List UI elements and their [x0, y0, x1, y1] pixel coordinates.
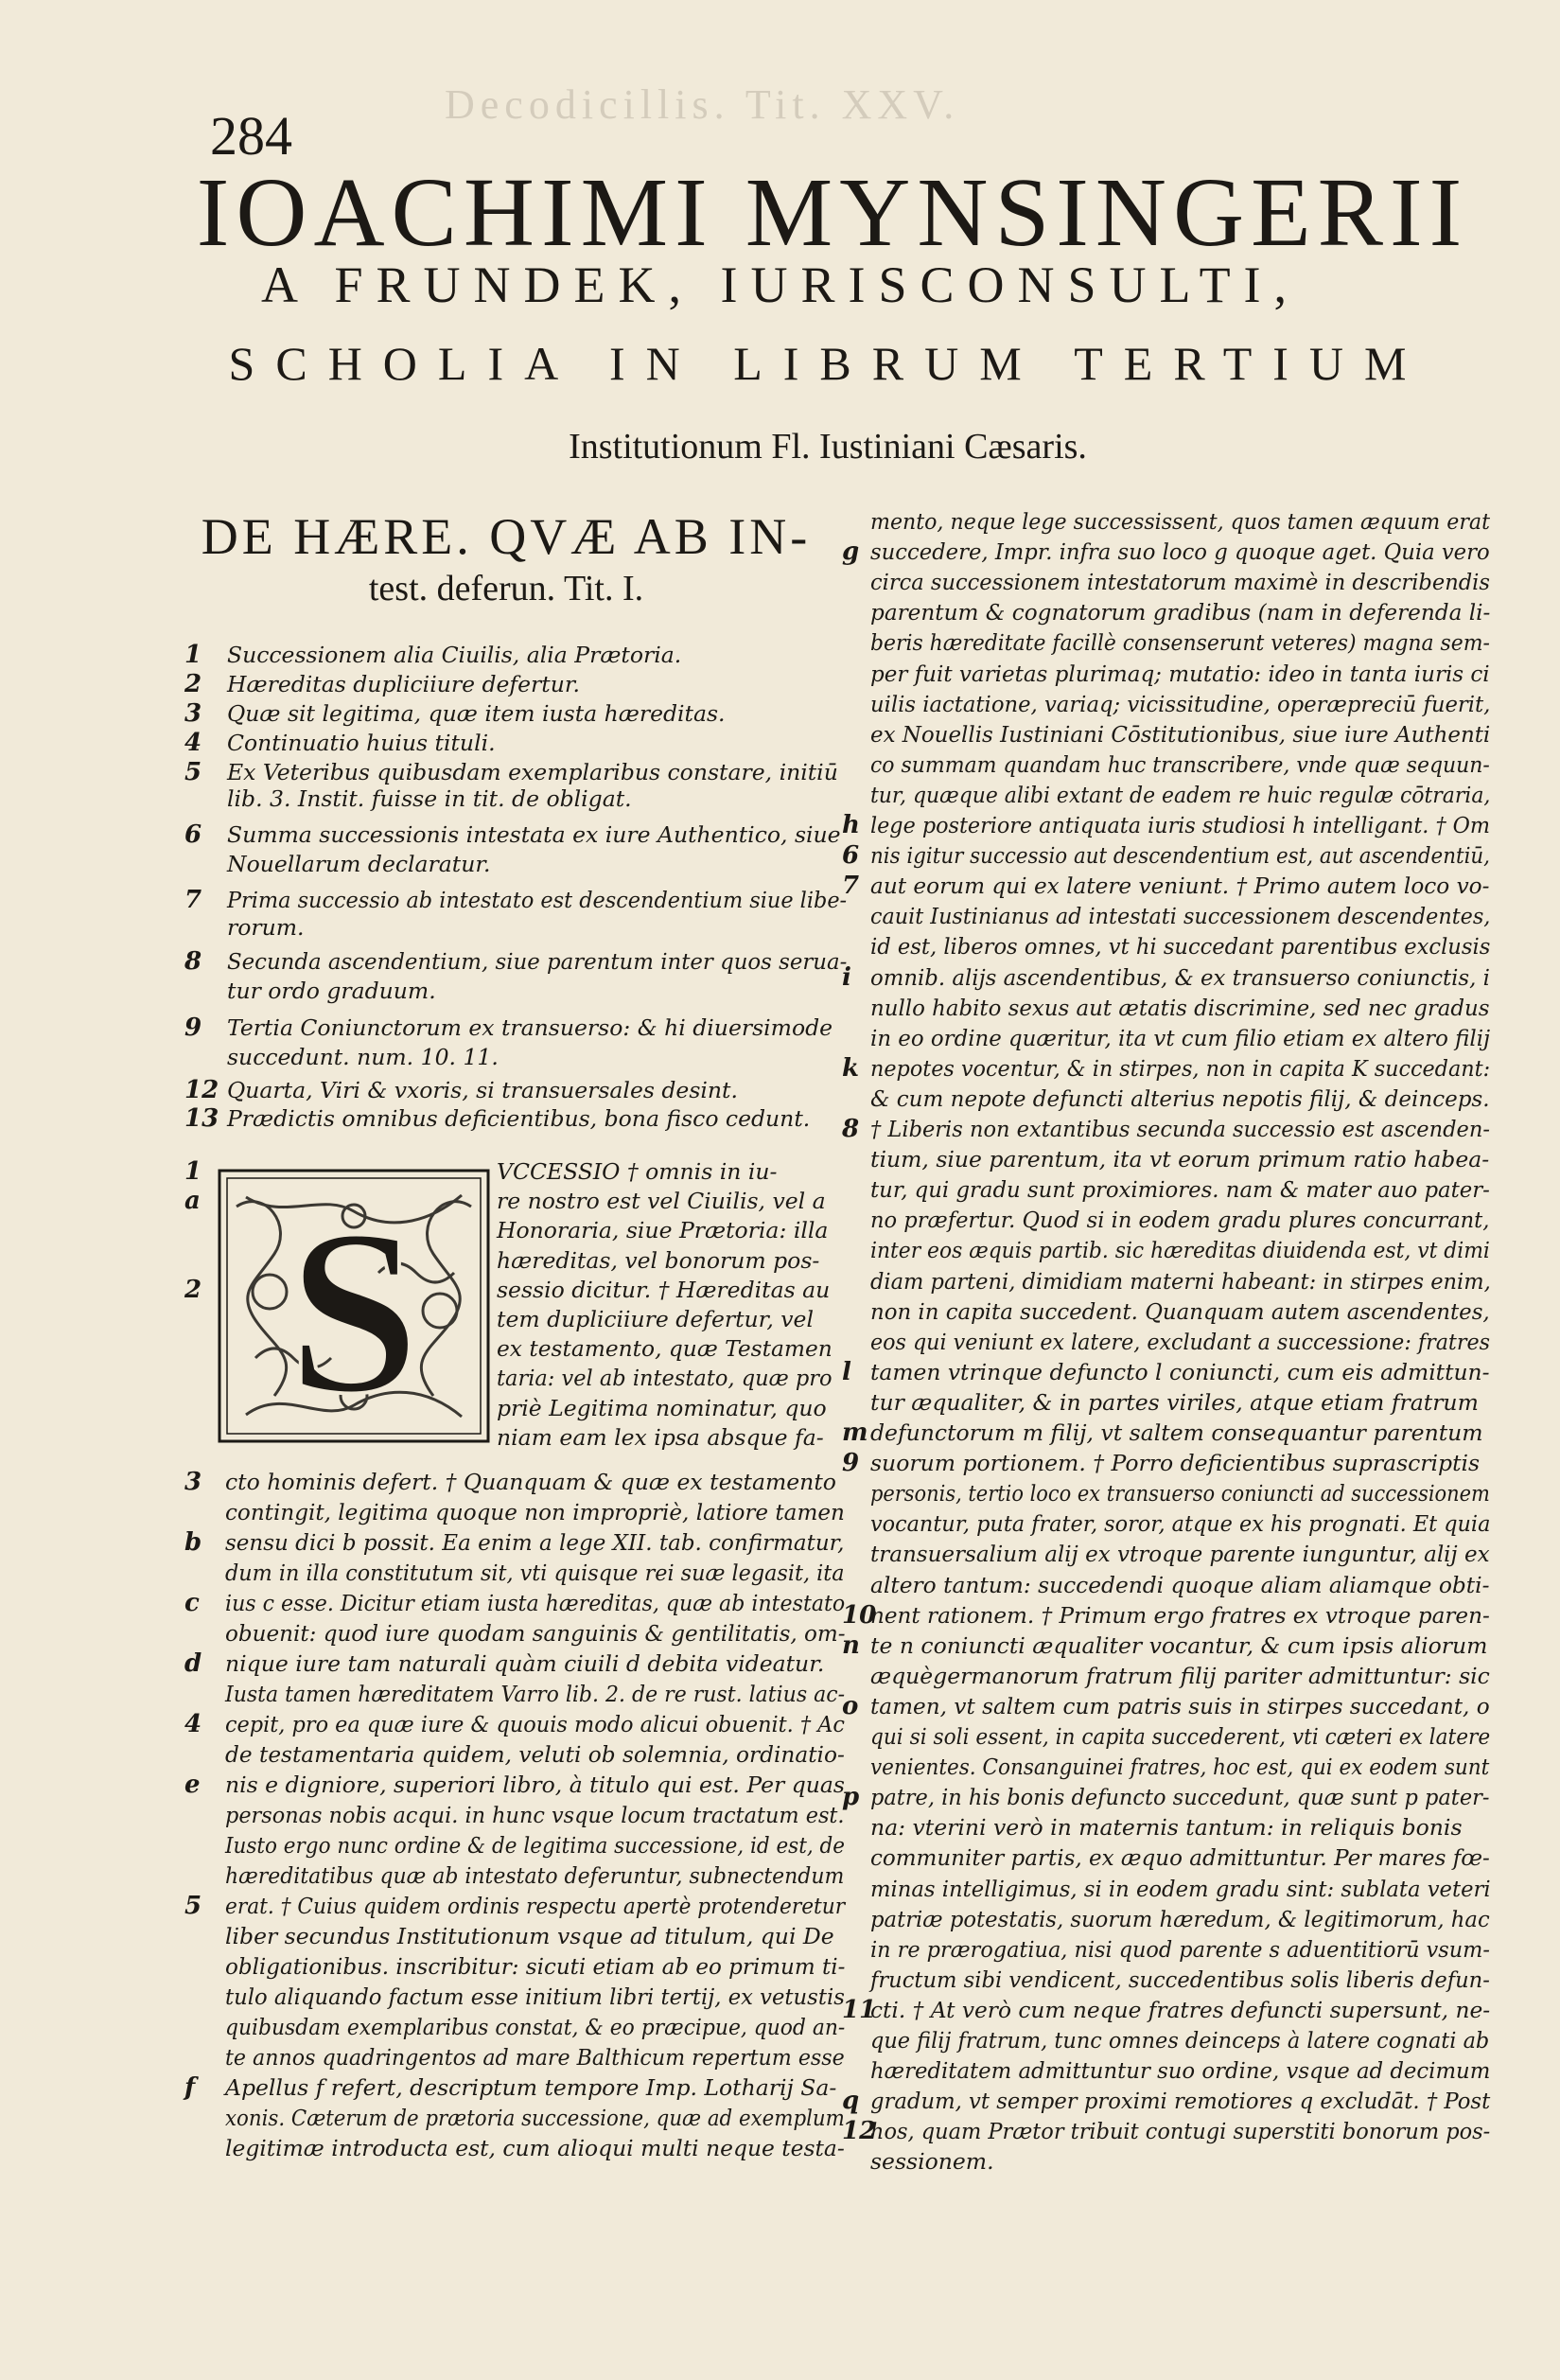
text-line: defunctorum m filij, vt saltem consequantur parentum	[870, 1419, 1483, 1446]
text-line: non in capita succedent. Quanquam autem ascendentes,	[870, 1297, 1490, 1325]
text-line: vocantur, puta frater, soror, atque ex his prognati. Et quia	[870, 1510, 1491, 1538]
text-line: co summam quandam huc transcribere, vnde quæ sequun-	[870, 750, 1490, 778]
text-line: priè Legitima nominatur, quo	[497, 1394, 827, 1421]
text-line: beris hæreditate facillè consenserunt veteres) magna sem-	[870, 629, 1490, 657]
text-line: no præfertur. Quod si in eodem gradu plures concurrant,	[870, 1207, 1490, 1234]
text-line: communiter partis, ex æquo admittuntur. Per mares fœ-	[870, 1844, 1490, 1872]
text-line: tem dupliciiure defertur, vel	[497, 1306, 814, 1332]
text-line: nis e digniore, superiori libro, à titulo qui est. Per quas	[225, 1772, 845, 1798]
text-line: per fuit varietas plurimaq; mutatio: ideo in tanta iuris ci	[870, 660, 1490, 687]
margin-marker: 2	[184, 1275, 202, 1304]
margin-marker: 6	[842, 841, 860, 871]
text-line: circa successionem intestatorum maximè in describendis	[870, 569, 1490, 596]
text-line: aut eorum qui ex latere veniunt. † Primo autem loco vo-	[870, 873, 1490, 900]
text-line: personis, tertio loco ex transuerso coniuncti ad successionem	[870, 1480, 1490, 1507]
margin-marker: e	[184, 1771, 201, 1799]
text-line: personas nobis acqui. in hunc vsque locum tractatum est.	[225, 1802, 845, 1828]
margin-marker: 12	[184, 1076, 219, 1104]
title-scholia: SCHOLIA IN LIBRUM TERTIUM	[228, 337, 1428, 390]
text-line: in re prærogatiua, nisi quod parente s aduentitiorū vsum-	[870, 1935, 1490, 1963]
text-line: ex Nouellis Iustiniani Cōstitutionibus, siue iure Authenti	[870, 720, 1491, 748]
text-line: tamen vtrinque defuncto l coniuncti, cum eis admittun-	[870, 1358, 1490, 1385]
margin-marker: 12	[842, 2117, 877, 2146]
margin-marker: l	[842, 1357, 851, 1386]
text-line: hæreditatibus quæ ab intestato deferuntur, subnectendum	[225, 1862, 845, 1889]
text-line: gradum, vt semper proximi remotiores q excludāt. † Post	[870, 2088, 1491, 2115]
margin-marker: i	[842, 962, 851, 992]
bleed-through-text: Decodicillis. Tit. XXV.	[445, 81, 960, 128]
margin-marker: 9	[184, 1014, 202, 1042]
margin-marker: 8	[842, 1115, 860, 1143]
text-line: nent rationem. † Primum ergo fratres ex vtroque paren-	[870, 1601, 1490, 1629]
text-line: succedere, Impr. infra suo loco g quoque aget. Quia vero	[870, 538, 1490, 566]
text-line: Continuatio huius tituli.	[227, 730, 496, 756]
margin-marker: 4	[184, 1710, 202, 1738]
text-line: Iusta tamen hæreditatem Varro lib. 2. de re rust. latius ac-	[225, 1681, 846, 1707]
text-line: re nostro est vel Ciuilis, vel a	[497, 1188, 826, 1215]
margin-marker: 7	[184, 886, 202, 914]
text-line: uilis iactatione, variaq; vicissitudine, operæpreciū fuerit,	[870, 690, 1491, 717]
section-heading	[180, 508, 833, 612]
margin-marker: 7	[842, 872, 860, 901]
text-line: obuenit: quod iure quodam sanguinis & gentilitatis, om-	[225, 1620, 846, 1647]
margin-marker: d	[184, 1649, 202, 1678]
text-line: Ex Veteribus quibusdam exemplaribus constare, initiū	[227, 759, 838, 785]
text-line: obligationibus. inscribitur: sicuti etiam ab eo primum ti-	[225, 1953, 846, 1980]
text-line: Quæ sit legitima, quæ item iusta hæreditas.	[227, 700, 726, 727]
text-line: qui si soli essent, in capita succederent, vti cæteri ex latere	[870, 1723, 1491, 1750]
margin-marker: 5	[184, 1892, 202, 1920]
text-line: cauit Iustinianus ad intestati successionem descendentes,	[870, 903, 1491, 930]
text-line: in eo ordine quæritur, ita vt cum filio etiam ex altero filij	[870, 1024, 1491, 1051]
text-line: Secunda ascendentium, siue parentum inter quos serua-	[227, 948, 848, 975]
text-line: † Liberis non extantibus secunda successio est ascenden-	[870, 1116, 1490, 1142]
page-number: 284	[210, 105, 292, 167]
margin-marker: 9	[842, 1449, 860, 1478]
margin-marker: n	[842, 1631, 860, 1660]
margin-marker: q	[842, 2087, 860, 2116]
margin-marker: c	[184, 1589, 200, 1617]
margin-marker: 1	[184, 641, 202, 669]
text-line: tur ordo graduum.	[227, 978, 436, 1004]
text-line: mento, neque lege successissent, quos tamen æquum erat	[870, 508, 1490, 535]
margin-marker: 10	[842, 1600, 877, 1630]
text-line: na: vterini verò in maternis tantum: in reliquis bonis	[870, 1814, 1463, 1842]
text-line: Prædictis omnibus deficientibus, bona fisco cedunt.	[227, 1105, 811, 1132]
text-line: parentum & cognatorum gradibus (nam in deferenda li-	[870, 599, 1491, 626]
margin-marker: 6	[184, 820, 202, 849]
text-line: hæreditas, vel bonorum pos-	[497, 1246, 820, 1274]
margin-marker: 5	[184, 758, 202, 786]
text-line: nique iure tam naturali quàm ciuili d debita videatur.	[225, 1650, 825, 1677]
text-line: tur, qui gradu sunt proximiores. nam & mater auo pater-	[870, 1176, 1490, 1204]
text-line: inter eos æquis partib. sic hæreditas diuidenda est, vt dimi	[870, 1237, 1490, 1264]
text-line: ex testamento, quæ Testamen	[497, 1335, 833, 1363]
text-line: id est, liberos omnes, vt hi succedant parentibus exclusis	[870, 933, 1491, 961]
margin-marker: b	[184, 1528, 202, 1557]
text-line: VCCESSIO † omnis in iu-	[497, 1158, 778, 1185]
text-line: erat. † Cuius quidem ordinis respectu apertè protenderetur	[225, 1893, 846, 1919]
text-line: minas intelligimus, si in eodem gradu sint: sublata veteri	[870, 1875, 1491, 1902]
text-line: & cum nepote defuncti alterius nepotis filij, & deinceps.	[870, 1084, 1490, 1112]
text-line: patre, in his bonis defuncto succedunt, quæ sunt p pater-	[870, 1784, 1490, 1811]
text-line: nis igitur successio aut descendentium est, aut ascendentiū,	[870, 842, 1490, 870]
margin-marker: h	[842, 811, 860, 839]
text-line: tur æqualiter, & in partes viriles, atque etiam fratrum	[870, 1388, 1479, 1416]
margin-marker: 11	[842, 1995, 877, 2024]
text-line: xonis. Cæterum de prætoria successione, quæ ad exemplum	[225, 2105, 845, 2131]
margin-marker: a	[184, 1187, 201, 1216]
text-line: cti. † At verò cum neque fratres defuncti supersunt, ne-	[870, 1996, 1491, 2023]
dropcap-letter: S	[288, 1181, 420, 1443]
text-line: de testamentaria quidem, veluti ob solemnia, ordinatio-	[225, 1741, 845, 1768]
margin-marker: g	[842, 538, 860, 567]
section-heading-line2: test. deferun. Tit. I.	[368, 569, 644, 608]
text-line: sessio dicitur. † Hæreditas au	[497, 1276, 831, 1303]
margin-marker: 2	[184, 670, 202, 698]
margin-marker: p	[842, 1783, 860, 1812]
margin-marker: k	[842, 1053, 860, 1083]
ornamental-initial	[218, 1169, 490, 1443]
text-line: Hæreditas dupliciiure defertur.	[227, 671, 580, 697]
title-subtitle: A FRUNDEK, IURISCONSULTI,	[260, 256, 1301, 313]
text-line: eos qui veniunt ex latere, excludant a successione: fratres	[870, 1328, 1491, 1355]
section-heading-line1: DE HÆRE. QVÆ AB IN-	[201, 508, 812, 565]
text-line: altero tantum: succedendi quoque aliam aliamque obti-	[870, 1571, 1490, 1598]
text-line: succedunt. num. 10. 11.	[227, 1044, 499, 1070]
text-line: tium, siue parentum, ita vt eorum primum ratio habea-	[870, 1146, 1490, 1173]
text-line: Honoraria, siue Prætoria: illa	[497, 1217, 829, 1244]
margin-marker: f	[184, 2073, 196, 2102]
margin-marker: 8	[184, 947, 202, 976]
text-line: Successionem alia Ciuilis, alia Prætoria.	[227, 642, 682, 668]
margin-marker: o	[842, 1691, 859, 1720]
text-line: tamen, vt saltem cum patris suis in stirpes succedant, o	[870, 1692, 1490, 1719]
text-line: tur, quæque alibi extant de eadem re huic regulæ cōtraria,	[870, 781, 1491, 808]
text-line: rorum.	[227, 914, 305, 941]
margin-marker: 3	[184, 1468, 202, 1496]
text-line: lib. 3. Instit. fuisse in tit. de obligat.	[227, 785, 632, 812]
text-line: contingit, legitima quoque non impropriè, latiore tamen	[225, 1499, 845, 1525]
text-line: te n coniuncti æqualiter vocantur, & cum ipsis aliorum	[870, 1631, 1488, 1659]
text-line: omnib. alijs ascendentibus, & ex transuerso coniunctis, i	[870, 963, 1490, 991]
text-line: Prima successio ab intestato est descendentium siue libe-	[227, 887, 848, 913]
text-line: cto hominis defert. † Quanquam & quæ ex testamento	[225, 1469, 836, 1495]
text-line: tulo aliquando factum esse initium libri tertij, ex vetustis	[225, 1983, 845, 2010]
text-line: transuersalium alij ex vtroque parente iunguntur, alij ex	[870, 1541, 1490, 1568]
margin-marker: 3	[184, 699, 202, 728]
text-line: nullo habito sexus aut ætatis discrimine, sed nec gradus	[870, 994, 1490, 1021]
text-line: diam parteni, dimidiam materni habeant: in stirpes enim,	[870, 1267, 1491, 1295]
text-line: fructum sibi vendicent, succedentibus solis liberis defun-	[870, 1966, 1490, 1993]
text-line: hos, quam Prætor tribuit contugi superstiti bonorum pos-	[870, 2118, 1491, 2145]
text-line: Summa successionis intestata ex iure Authentico, siue	[227, 821, 841, 848]
text-line: Quarta, Viri & vxoris, si transuersales desint.	[227, 1077, 738, 1103]
text-line: te annos quadringentos ad mare Balthicum repertum esse	[225, 2044, 845, 2071]
text-line: cepit, pro ea quæ iure & quouis modo alicui obuenit. † Ac	[225, 1711, 845, 1737]
text-line: venientes. Consanguinei fratres, hoc est, qui ex eodem sunt	[870, 1754, 1490, 1781]
margin-marker: 4	[184, 729, 202, 757]
text-line: Iusto ergo nunc ordine & de legitima successione, id est, de	[225, 1832, 846, 1859]
text-line: æquègermanorum fratrum filij pariter admittuntur: sic	[870, 1662, 1490, 1689]
text-line: Tertia Coniunctorum ex transuerso: & hi diuersimode	[227, 1014, 833, 1041]
text-line: sensu dici b possit. Ea enim a lege XII. tab. confirmatur,	[225, 1529, 845, 1556]
text-line: hæreditatem admittuntur suo ordine, vsque ad decimum	[870, 2057, 1491, 2085]
title-institutionum: Institutionum Fl. Iustiniani Cæsaris.	[569, 427, 1087, 467]
text-line: legitimæ introducta est, cum alioqui multi neque testa-	[225, 2135, 845, 2161]
text-line: suorum portionem. † Porro deficientibus suprascriptis	[870, 1450, 1481, 1477]
text-line: sessionem.	[870, 2148, 994, 2176]
text-line: ius c esse. Dicitur etiam iusta hæreditas, quæ ab intestato	[225, 1590, 846, 1616]
margin-marker: m	[842, 1419, 868, 1447]
margin-marker: 13	[184, 1104, 219, 1133]
text-line: quibusdam exemplaribus constat, & eo præcipue, quod an-	[225, 2014, 846, 2040]
text-line: Apellus f refert, descriptum tempore Imp. Lotharij Sa-	[225, 2074, 837, 2101]
text-line: dum in illa constitutum sit, vti quisque rei suæ legasit, ita	[225, 1560, 845, 1586]
title-author: IOACHIMI MYNSINGERII	[196, 158, 1469, 267]
text-line: Nouellarum declaratur.	[227, 851, 491, 877]
text-line: patriæ potestatis, suorum hæredum, & legitimorum, hac	[870, 1905, 1490, 1932]
text-line: taria: vel ab intestato, quæ pro	[497, 1365, 833, 1392]
text-line: lege posteriore antiquata iuris studiosi h intelligant. † Om	[870, 812, 1491, 838]
text-line: que filij fratrum, tunc omnes deinceps à latere cognati ab	[870, 2027, 1490, 2054]
text-line: liber secundus Institutionum vsque ad titulum, qui De	[225, 1923, 834, 1949]
text-line: niam eam lex ipsa absque fa-	[497, 1423, 824, 1451]
text-line: nepotes vocentur, & in stirpes, non in capita K succedant:	[870, 1054, 1491, 1082]
margin-marker: 1	[184, 1157, 202, 1186]
